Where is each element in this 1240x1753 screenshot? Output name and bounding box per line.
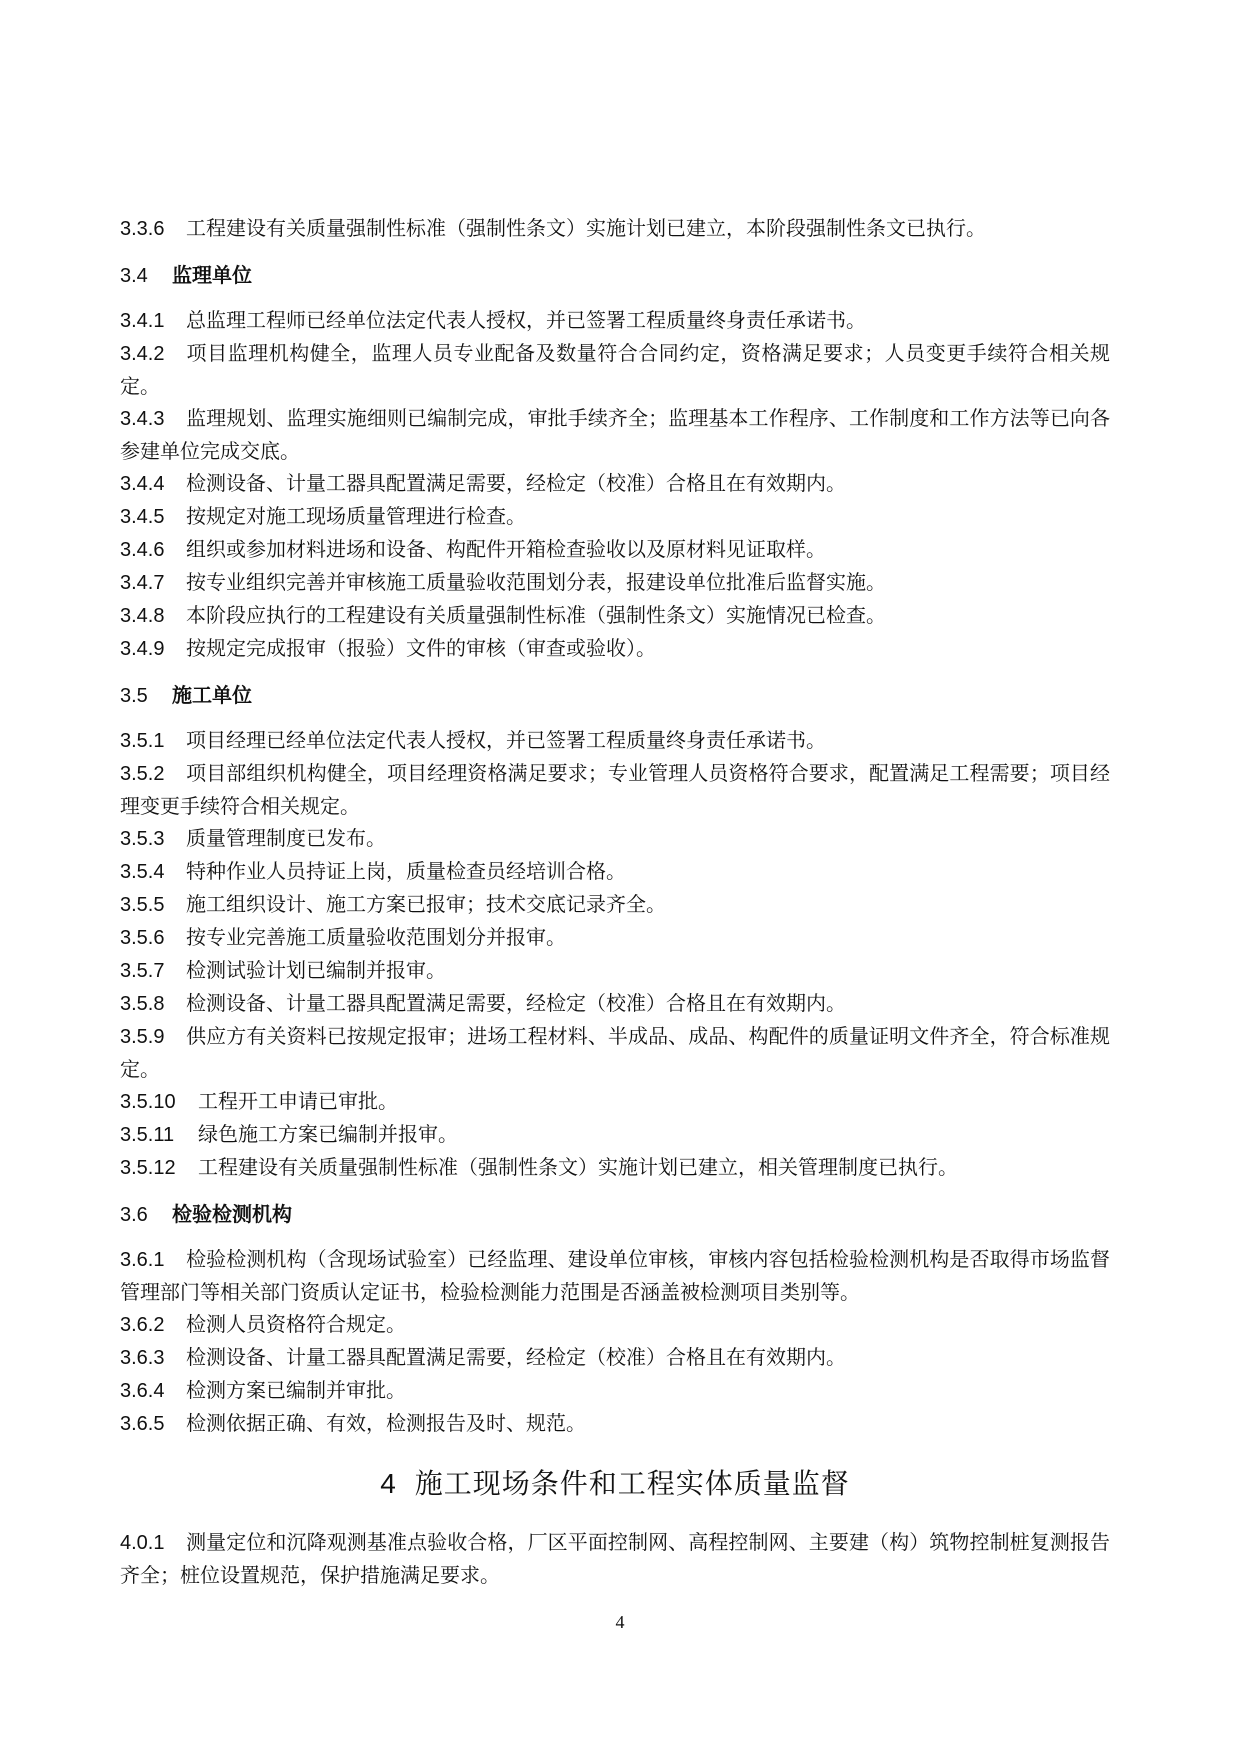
clause-text: 本阶段应执行的工程建设有关质量强制性标准（强制性条文）实施情况已检查。 [186,603,886,627]
clause [120,1308,1110,1341]
clause-number: 3.4.8 [120,605,165,627]
clause-text: 特种作业人员持证上岗，质量检查员经培训合格。 [186,859,626,883]
clause [120,402,1110,467]
clause-number: 3.5.3 [120,828,165,850]
clause-number: 3.5.9 [120,1026,165,1048]
clause [120,1243,1110,1308]
clause-number: 3.4.5 [120,506,165,528]
section-heading [120,259,1110,292]
clause-text: 按规定完成报审（报验）文件的审核（审查或验收）。 [186,636,656,660]
section-heading [120,679,1110,712]
clause-text: 项目监理机构健全，监理人员专业配备及数量符合合同约定，资格满足要求；人员变更手续符合相关规定。 [120,341,1110,398]
clause [120,987,1110,1020]
clause [120,888,1110,921]
clause [120,1085,1110,1118]
clause-text: 总监理工程师已经单位法定代表人授权，并已签署工程质量终身责任承诺书。 [186,308,866,332]
clause [120,724,1110,757]
clause-number: 3.4.3 [120,408,165,430]
clause-number: 3.6.3 [120,1347,165,1369]
clause [120,757,1110,822]
clause [120,337,1110,402]
clause [120,1118,1110,1151]
clause-text: 项目经理已经单位法定代表人授权，并已签署工程质量终身责任承诺书。 [186,728,826,752]
clause-text: 监理规划、监理实施细则已编制完成，审批手续齐全；监理基本工作程序、工作制度和工作方法等已向各参建单位完成交底。 [120,406,1110,463]
section-title: 检验检测机构 [172,1202,292,1226]
clause-number: 3.6.4 [120,1380,165,1402]
clause-text: 绿色施工方案已编制并报审。 [198,1122,458,1146]
clause-text: 检测试验计划已编制并报审。 [186,958,446,982]
clause-number: 3.4.9 [120,638,165,660]
chapter-number: 4 [380,1468,397,1499]
clause-number: 3.4.4 [120,473,165,495]
clause [120,822,1110,855]
clause [120,1151,1110,1184]
clause-text: 工程开工申请已审批。 [198,1089,398,1113]
clause [120,212,1110,245]
clause-number: 3.5.12 [120,1157,176,1179]
clause-number: 3.6.2 [120,1314,165,1336]
clause-number: 3.6.1 [120,1249,165,1271]
section-title: 施工单位 [172,683,252,707]
clause-text: 检验检测机构（含现场试验室）已经监理、建设单位审核，审核内容包括检验检测机构是否取得市场监督管理部门等相关部门资质认定证书，检验检测能力范围是否涵盖被检测项目类别等。 [120,1247,1110,1304]
clause-number: 3.4.1 [120,310,165,332]
clause-text: 工程建设有关质量强制性标准（强制性条文）实施计划已建立，相关管理制度已执行。 [198,1155,958,1179]
clause-number: 3.5.6 [120,927,165,949]
clause-number: 3.3.6 [120,218,165,240]
clause-number: 4.0.1 [120,1532,165,1554]
clause [120,1020,1110,1085]
clause-text: 测量定位和沉降观测基准点验收合格，厂区平面控制网、高程控制网、主要建（构）筑物控制桩复测报告齐全；桩位设置规范，保护措施满足要求。 [120,1530,1110,1587]
clause-text: 组织或参加材料进场和设备、构配件开箱检查验收以及原材料见证取样。 [186,537,826,561]
page-number: 4 [615,1612,625,1632]
chapter-heading [120,1464,1110,1504]
section-number: 3.6 [120,1204,148,1226]
clause [120,1526,1110,1591]
clause-number: 3.5.2 [120,763,165,785]
clause [120,566,1110,599]
chapter-title: 施工现场条件和工程实体质量监督 [414,1467,850,1500]
clause [120,1374,1110,1407]
clause-number: 3.5.11 [120,1124,175,1146]
clause-text: 项目部组织机构健全，项目经理资格满足要求；专业管理人员资格符合要求，配置满足工程需要；项目经理变更手续符合相关规定。 [120,761,1110,818]
clause-number: 3.5.8 [120,993,165,1015]
clause-text: 检测方案已编制并审批。 [186,1378,406,1402]
clause [120,855,1110,888]
clause-number: 3.5.10 [120,1091,176,1113]
document-body [120,212,1110,1591]
clause-text: 检测设备、计量工器具配置满足需要，经检定（校准）合格且在有效期内。 [186,471,846,495]
clause [120,304,1110,337]
section-number: 3.5 [120,685,148,707]
clause-number: 3.4.7 [120,572,165,594]
clause [120,500,1110,533]
clause-text: 供应方有关资料已按规定报审；进场工程材料、半成品、成品、构配件的质量证明文件齐全，符合标准规定。 [120,1024,1110,1081]
clause-number: 3.5.5 [120,894,165,916]
clause-number: 3.5.7 [120,960,165,982]
clause [120,632,1110,665]
clause-text: 检测人员资格符合规定。 [186,1312,406,1336]
clause [120,467,1110,500]
clause-number: 3.4.6 [120,539,165,561]
section-title: 监理单位 [172,263,252,287]
clause-text: 按专业组织完善并审核施工质量验收范围划分表，报建设单位批准后监督实施。 [186,570,886,594]
clause-text: 检测设备、计量工器具配置满足需要，经检定（校准）合格且在有效期内。 [186,991,846,1015]
clause-text: 工程建设有关质量强制性标准（强制性条文）实施计划已建立，本阶段强制性条文已执行。 [186,216,986,240]
clause [120,921,1110,954]
section-heading [120,1198,1110,1231]
clause-number: 3.6.5 [120,1413,165,1435]
clause-text: 按专业完善施工质量验收范围划分并报审。 [186,925,566,949]
clause-text: 检测设备、计量工器具配置满足需要，经检定（校准）合格且在有效期内。 [186,1345,846,1369]
clause-text: 按规定对施工现场质量管理进行检查。 [186,504,526,528]
clause-text: 质量管理制度已发布。 [186,826,386,850]
clause [120,1407,1110,1440]
clause-text: 施工组织设计、施工方案已报审；技术交底记录齐全。 [186,892,666,916]
clause [120,1341,1110,1374]
section-number: 3.4 [120,265,148,287]
clause-number: 3.4.2 [120,343,165,365]
clause-number: 3.5.4 [120,861,165,883]
clause-text: 检测依据正确、有效，检测报告及时、规范。 [186,1411,586,1435]
clause [120,954,1110,987]
clause [120,599,1110,632]
clause-number: 3.5.1 [120,730,165,752]
clause [120,533,1110,566]
